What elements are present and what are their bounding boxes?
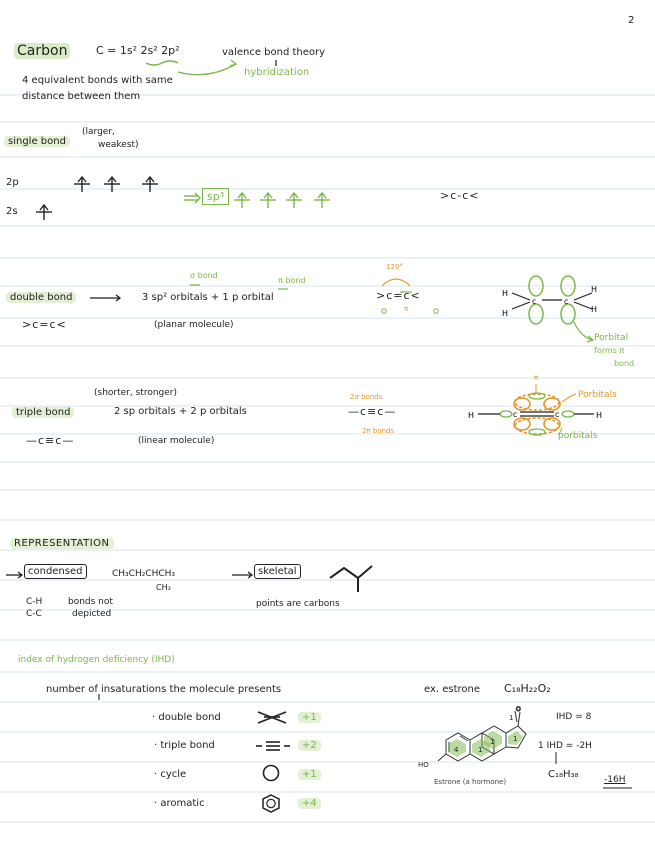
sigma-bonds-note: 2σ bonds <box>350 393 383 401</box>
pi-bond-note: π bond <box>278 276 306 285</box>
carbon-desc-2: distance between them <box>22 91 141 102</box>
double-structure: >c=c< <box>22 318 67 331</box>
svg-text:c: c <box>555 410 560 419</box>
sp3-arrows-icon <box>234 193 330 208</box>
svg-text:c: c <box>564 297 569 306</box>
porbital-note-2: forms π <box>594 346 625 355</box>
sigma-bond-note: σ bond <box>190 271 218 280</box>
result-formula: C₁₈H₃₈ <box>548 769 579 780</box>
angle-arc-icon <box>382 279 410 286</box>
triple-note: (shorter, stronger) <box>94 388 177 398</box>
ihd-item-triple: · triple bond <box>154 740 215 751</box>
note-cc: C-C <box>26 609 42 619</box>
ihd-item-aromatic: · aromatic <box>154 798 205 809</box>
svg-text:1: 1 <box>478 746 483 754</box>
points-note: points are carbons <box>256 599 340 609</box>
estrone-caption: Estrone (a hormone) <box>434 778 507 786</box>
single-bond-label: single bond <box>4 137 70 147</box>
ihd-title: index of hydrogen deficiency (IHD) <box>18 655 175 665</box>
pi-bonds-note: 2π bonds <box>362 427 395 435</box>
porbitals-note-1: Porbitals <box>578 390 617 400</box>
triple-structure-right: —c≡c— <box>348 405 397 418</box>
double-structure-right: >c=c< <box>376 289 421 302</box>
triple-bond-orbital-diagram-icon <box>468 374 602 435</box>
ihd-calculation: 1 IHD = -2H <box>538 741 592 751</box>
svg-text:O: O <box>516 706 521 713</box>
double-bond-label: double bond <box>6 293 76 303</box>
note-ch: C-H <box>26 597 43 607</box>
triple-structure: —c≡c— <box>26 434 75 447</box>
orbital-2p-label: 2p <box>6 177 19 188</box>
curved-arrow-icon <box>178 64 236 75</box>
long-arrow-icon <box>90 295 120 301</box>
estrone-formula: C₁₈H₂₂O₂ <box>504 682 551 695</box>
planar-note: (planar molecule) <box>154 320 234 330</box>
orbital-2p-arrows-icon <box>74 177 158 192</box>
hybridization-label: hybridization <box>244 67 310 78</box>
note-bonds-not: bonds not <box>68 597 113 607</box>
porbitals-note-2: porbitals <box>558 431 598 441</box>
triple-bond-label: triple bond <box>12 408 74 418</box>
condensed-branch: CH₃ <box>156 583 171 592</box>
single-structure: >c-c< <box>440 189 480 202</box>
note-depicted: depicted <box>72 609 112 619</box>
svg-text:4: 4 <box>454 746 459 754</box>
ihd-value-cycle: +1 <box>298 770 321 780</box>
ihd-item-cycle: · cycle <box>154 769 187 780</box>
ihd-item-double: · double bond <box>152 712 221 723</box>
svg-text:H: H <box>591 285 598 294</box>
representation-title: REPRESENTATION <box>10 539 114 549</box>
ihd-value-triple: +2 <box>298 741 321 751</box>
carbon-title: Carbon <box>14 44 70 58</box>
single-note-2: weakest) <box>98 140 139 150</box>
orbital-2s-arrows-icon <box>36 205 52 220</box>
angle-120: 120° <box>386 263 403 271</box>
config-underline-icon <box>146 61 178 65</box>
porbital-note-3: bond <box>614 359 635 368</box>
electron-config: C = 1s² 2s² 2p² <box>96 44 180 57</box>
valence-bond-theory: valence bond theory <box>222 47 326 58</box>
svg-text:c: c <box>513 410 518 419</box>
ihd-desc: number of insaturations the molecule presents <box>46 684 282 695</box>
single-note-1: (larger, <box>82 127 115 137</box>
linear-note: (linear molecule) <box>138 436 215 446</box>
orbital-2s-label: 2s <box>6 206 18 217</box>
svg-text:c: c <box>532 297 537 306</box>
svg-text:H: H <box>502 309 509 318</box>
porbital-note-1: Porbital <box>594 333 629 343</box>
ihd-equation: IHD = 8 <box>556 712 592 722</box>
skeletal-structure-icon <box>330 566 372 592</box>
double-bond-orbital-diagram-icon <box>502 276 597 342</box>
svg-text:1: 1 <box>490 738 495 746</box>
condensed-formula: CH₃CH₂CHCH₃ <box>112 569 176 579</box>
ihd-value-double: +1 <box>298 713 321 723</box>
pi-small: π <box>404 305 409 313</box>
svg-text:H: H <box>596 411 603 420</box>
svg-text:1: 1 <box>513 735 518 743</box>
double-bond-icon <box>258 712 286 723</box>
example-label: ex. estrone <box>424 684 481 695</box>
svg-text:H: H <box>591 305 598 314</box>
implies-arrow-icon <box>184 193 200 203</box>
aromatic-ring-icon <box>263 795 279 812</box>
skeletal-box: skeletal <box>254 567 301 577</box>
double-desc: 3 sp² orbitals + 1 p orbital <box>142 292 274 303</box>
svg-text:H: H <box>502 289 509 298</box>
svg-text:π: π <box>534 374 539 382</box>
svg-text:H: H <box>468 411 475 420</box>
triple-desc: 2 sp orbitals + 2 p orbitals <box>114 406 247 417</box>
estrone-structure-icon <box>438 706 632 788</box>
svg-text:1: 1 <box>509 714 514 722</box>
ihd-value-aromatic: +4 <box>298 799 321 809</box>
page-number: 2 <box>628 15 635 26</box>
carbon-desc-1: 4 equivalent bonds with same <box>22 75 173 86</box>
triple-bond-icon <box>256 742 290 750</box>
condensed-box: condensed <box>24 567 87 577</box>
estrone-ho: HO <box>418 761 429 769</box>
cycle-icon <box>264 766 279 781</box>
sp3-box: sp³ <box>202 188 229 205</box>
skeletal-arrow-icon <box>232 572 252 578</box>
condensed-arrow-icon <box>6 572 22 578</box>
minus-16h: -16H <box>604 775 626 785</box>
